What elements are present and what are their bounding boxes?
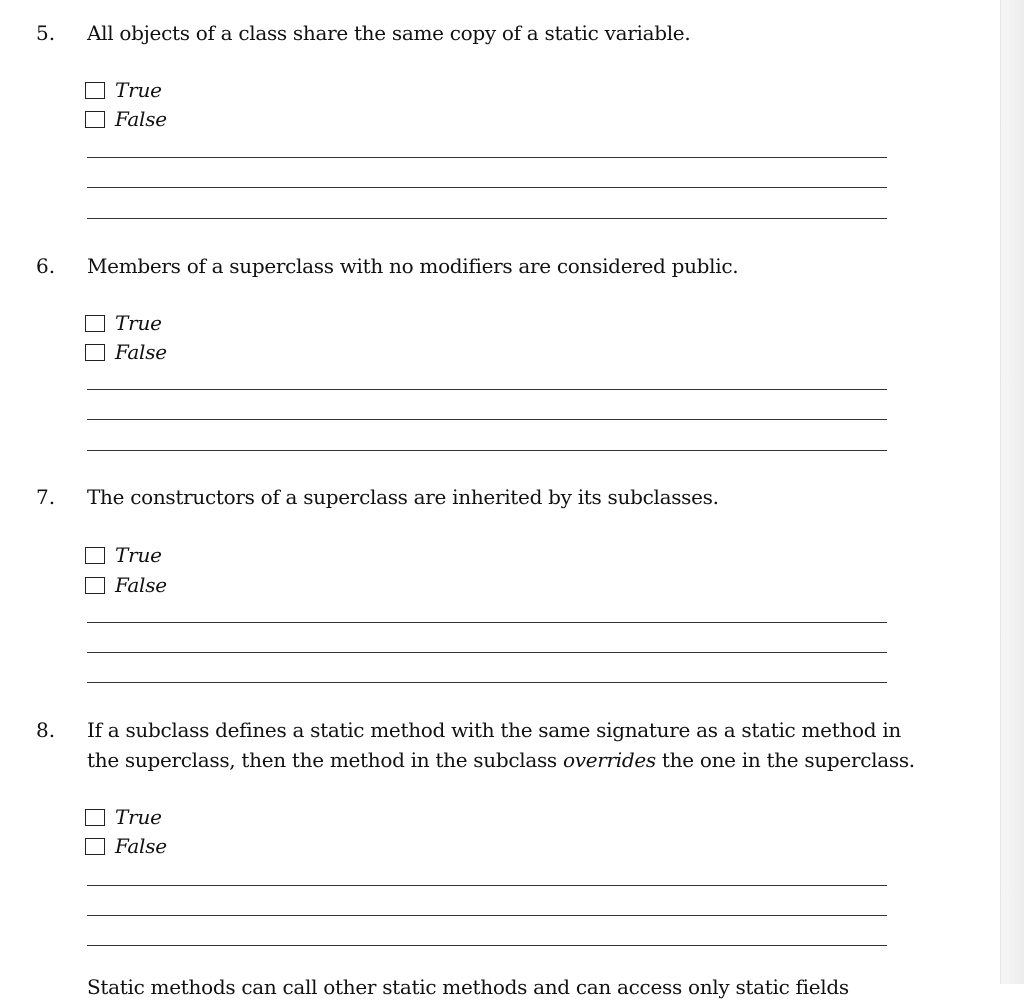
option-label: False (115, 573, 167, 597)
checkbox-false[interactable] (85, 111, 105, 128)
checkbox-true[interactable] (85, 809, 105, 826)
option-label: False (115, 834, 167, 858)
option-false[interactable] (85, 833, 167, 859)
question-text: The constructors of a superclass are inherited by its subclasses. (87, 485, 719, 509)
checkbox-false[interactable] (85, 577, 105, 594)
option-label: True (115, 78, 162, 102)
option-label: True (115, 543, 162, 567)
checkbox-false[interactable] (85, 838, 105, 855)
question-number: 6. (36, 254, 56, 278)
question-text-line-1: If a subclass defines a static method with the same signature as a static method in (87, 718, 902, 742)
question-text: Members of a superclass with no modifiers are considered public. (87, 254, 739, 278)
option-true[interactable] (85, 542, 162, 568)
option-label: True (115, 805, 162, 829)
checkbox-false[interactable] (85, 344, 105, 361)
answer-line[interactable] (87, 682, 887, 683)
checkbox-true[interactable] (85, 315, 105, 332)
question-number: 5. (36, 21, 56, 45)
option-label: True (115, 311, 162, 335)
question-text (87, 715, 927, 775)
scrollbar-track[interactable] (1000, 0, 1024, 984)
option-label: False (115, 107, 167, 131)
answer-line[interactable] (87, 218, 887, 219)
question-number: 8. (36, 718, 56, 742)
option-false[interactable] (85, 106, 167, 132)
answer-line[interactable] (87, 389, 887, 390)
answer-line[interactable] (87, 622, 887, 623)
option-true[interactable] (85, 804, 162, 830)
option-true[interactable] (85, 310, 162, 336)
answer-line[interactable] (87, 885, 887, 886)
option-false[interactable] (85, 339, 167, 365)
checkbox-true[interactable] (85, 82, 105, 99)
question-number: 7. (36, 485, 56, 509)
answer-line[interactable] (87, 652, 887, 653)
answer-line[interactable] (87, 157, 887, 158)
option-true[interactable] (85, 77, 162, 103)
answer-line[interactable] (87, 450, 887, 451)
checkbox-true[interactable] (85, 547, 105, 564)
cutoff-question-text: Static methods can call other static methods and can access only static fields (87, 975, 849, 999)
option-label: False (115, 340, 167, 364)
question-text-line-2-end: the one in the superclass. (655, 748, 915, 772)
question-text: All objects of a class share the same copy of a static variable. (87, 21, 691, 45)
option-false[interactable] (85, 572, 167, 598)
answer-line[interactable] (87, 187, 887, 188)
emphasized-word: overrides (562, 748, 656, 772)
question-text-line-2-start: the superclass, then the method in the subclass (87, 748, 563, 772)
answer-line[interactable] (87, 419, 887, 420)
answer-line[interactable] (87, 915, 887, 916)
answer-line[interactable] (87, 945, 887, 946)
